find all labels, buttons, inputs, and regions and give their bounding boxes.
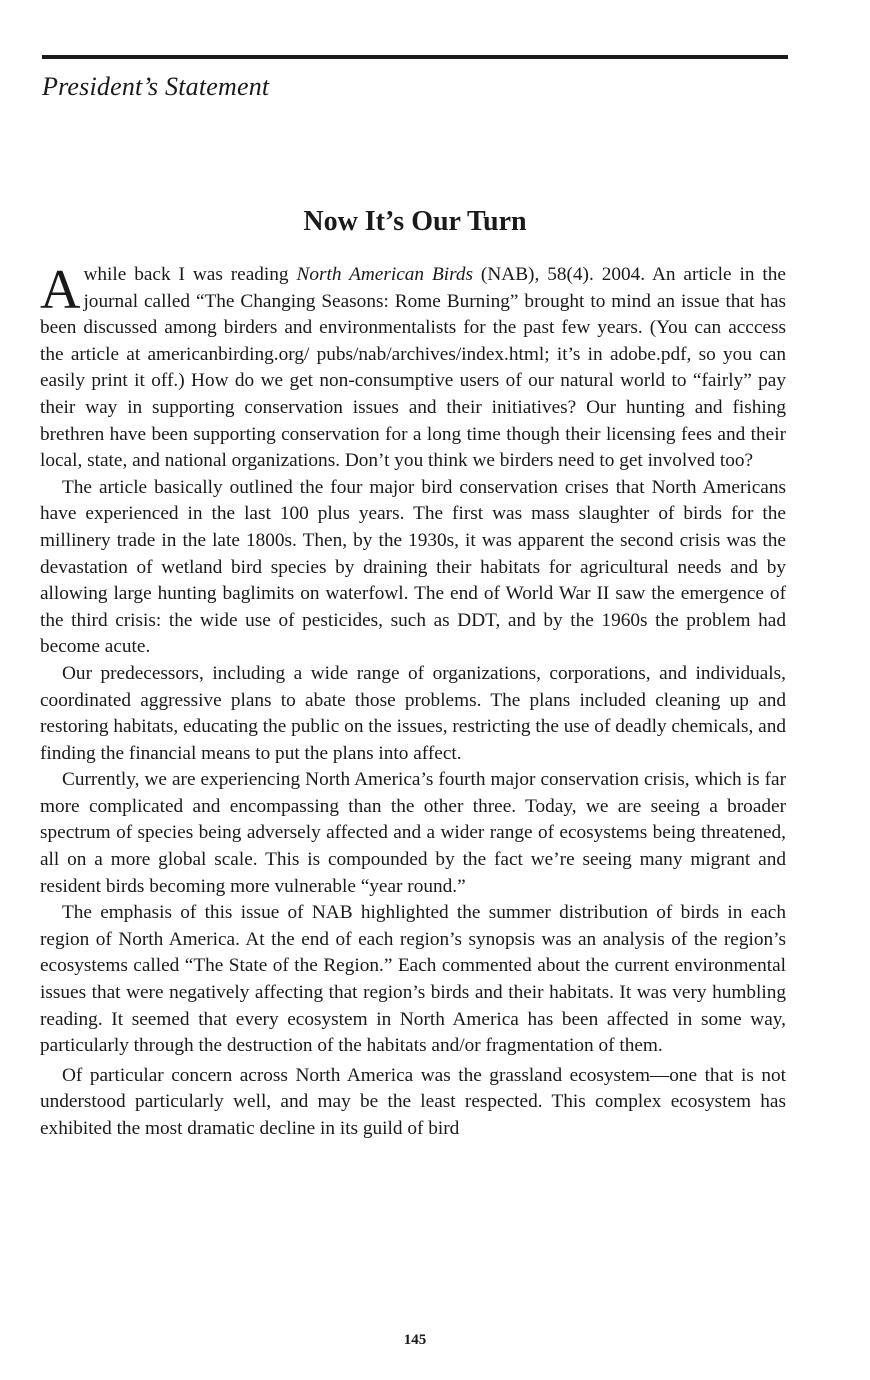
page-number: 145 bbox=[403, 1332, 427, 1348]
paragraph-6: Of particular concern across North America was the grassland ecosystem—one that is not understood particularly well, and may be the least respected. This complex ecosystem has exhibited the most dramatic decline in its guild of bird bbox=[40, 1064, 786, 1139]
paragraph-5: The emphasis of this issue of NAB highlighted the summer distribution of birds in each region of North America. At the end of each region’s synopsis was an analysis of the region’s ecosystems called “The State of the Region.” Each commented about the current environmental issues that were negatively affecting that region’s birds and their habitats. It was very humbling reading. It seemed that every ecosystem in North America has been affected in some way, particularly through the destruction of the habitats and/or fragmentation of them. bbox=[40, 902, 786, 1057]
paragraph-2: The article basically outlined the four major bird conservation crises that North Americans have experienced in the last 100 plus years. The first was mass slaughter of birds for the millinery trade in the late 1800s. Then, by the 1930s, it was apparent the second crisis was the devastation of wetland bird species by draining their habitats for agricultural needs and by allowing large hunting baglimits on waterfowl. The end of World War II saw the emergence of the third crisis: the wide use of pesticides, such as DDT, and by the 1960s the problem had become acute. bbox=[40, 476, 786, 658]
section-label: President’s Statement bbox=[42, 72, 270, 101]
article-title: Now It’s Our Turn bbox=[303, 206, 527, 237]
paragraph-1-text: (NAB), 58(4). 2004. An article in the journal called “The Changing Seasons: Rome Burning” brought to mind an issue that has been discussed among birders and environmentalists for the past few years. (You can acccess the article at americanbirding.org/ pubs/nab/archives/index.html; it’s in adobe.pdf, so you can easily print it off.) How do we get non-consumptive users of our natural world to “fairly” pay their way in supporting conservation issues and their initiatives? Our hunting and fishing brethren have been supporting conservation for a long time though their licensing fees and their local, state, and national organizations. Don’t you think we birders need to get involved too? bbox=[40, 264, 786, 472]
drop-cap: A bbox=[40, 259, 81, 321]
paragraph-1 bbox=[40, 259, 786, 475]
paragraph-4: Currently, we are experiencing North America’s fourth major conservation crisis, which is far more complicated and encompassing than the other three. Today, we are seeing a broader spectrum of species being adversely affected and a wider range of ecosystems being threatened, all on a more global scale. This is compounded by the fact we’re seeing many migrant and resident birds becoming more vulnerable “year round.” bbox=[40, 769, 786, 897]
article-body bbox=[40, 259, 786, 1143]
journal-name: North American Birds bbox=[296, 264, 474, 285]
paragraph-3: Our predecessors, including a wide range of organizations, corporations, and individuals, coordinated aggressive plans to abate those problems. The plans included cleaning up and restoring habitats, educating the public on the issues, restricting the use of deadly chemicals, and finding the financial means to put the plans into affect. bbox=[40, 662, 786, 764]
header-rule bbox=[42, 55, 788, 59]
paragraph-1-lead: while back I was reading bbox=[83, 264, 297, 285]
